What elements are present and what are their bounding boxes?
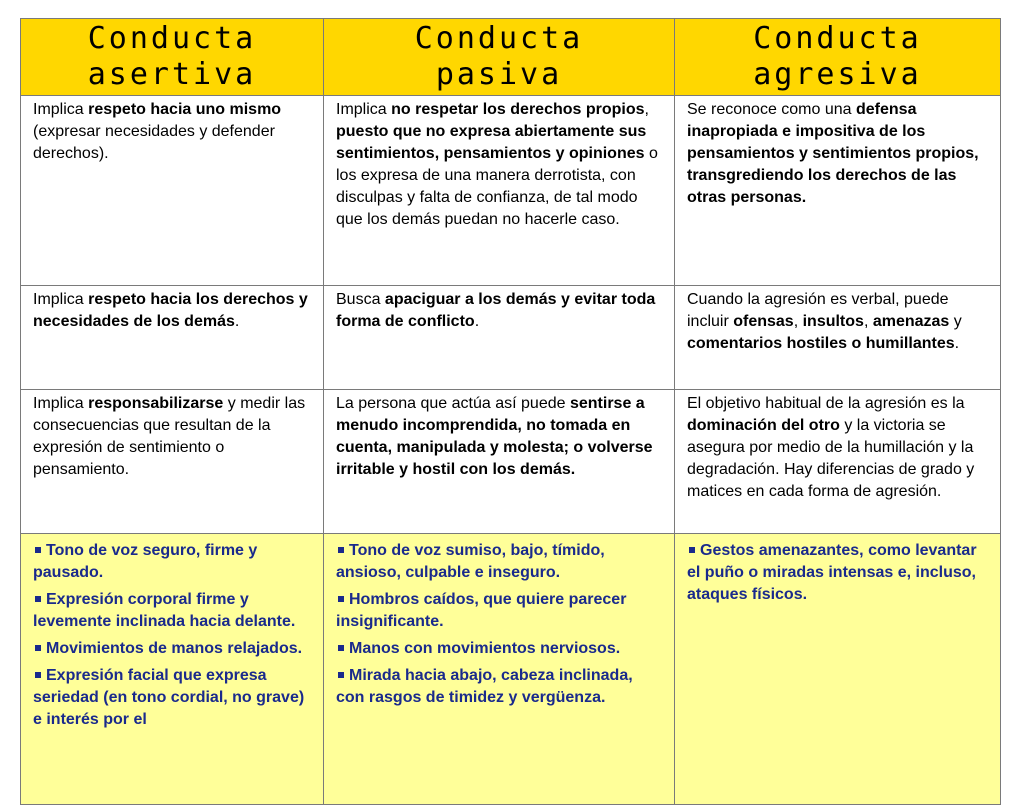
- square-bullet-icon: [35, 645, 41, 651]
- list-item: Manos con movimientos nerviosos.: [336, 638, 664, 660]
- table-row: [21, 96, 1001, 286]
- square-bullet-icon: [338, 645, 344, 651]
- list-item: Gestos amenazantes, como levantar el puño o miradas intensas e, incluso, ataques físicos.: [687, 542, 977, 603]
- bullet-list: [336, 540, 664, 709]
- header-row: [21, 19, 1001, 96]
- square-bullet-icon: [338, 596, 344, 602]
- header-line: Conducta: [87, 21, 257, 56]
- list-item: Hombros caídos, que quiere parecer insignificante.: [336, 591, 627, 630]
- cell-aggressive-defense: Se reconoce como una defensa inapropiada e impositiva de los pensamientos y sentimientos propios, transgrediendo los derechos de las otras personas.: [675, 96, 1001, 286]
- cell-aggressive-objective: El objetivo habitual de la agresión es la dominación del otro y la victoria se asegura por medio de la humillación y la degradación. Hay diferencias de grado y matices en cada forma de agresión.: [675, 390, 1001, 534]
- bullet-list: [687, 540, 990, 606]
- square-bullet-icon: [35, 672, 41, 678]
- cell-passive-feelings: La persona que actúa así puede sentirse a menudo incomprendida, no tomada en cuenta, manipulada y molesta; o volverse irritable y hostil con los demás.: [324, 390, 675, 534]
- list-item: Movimientos de manos relajados.: [33, 638, 313, 660]
- header-line: pasiva: [435, 57, 563, 92]
- header-line: agresiva: [753, 57, 922, 92]
- header-aggressive: [675, 19, 1001, 96]
- square-bullet-icon: [338, 672, 344, 678]
- cell-passive-body-language: [324, 534, 675, 805]
- cell-assertive-responsibility: Implica responsabilizarse y medir las consecuencias que resultan de la expresión de sentimiento o pensamiento.: [21, 390, 324, 534]
- cell-aggressive-verbal: Cuando la agresión es verbal, puede incluir ofensas, insultos, amenazas y comentarios hostiles o humillantes.: [675, 286, 1001, 390]
- cell-passive-rights: Implica no respetar los derechos propios, puesto que no expresa abiertamente sus sentimientos, pensamientos y opiniones o los expresa de una manera derrotista, con disculpas y falta de confianza, de tal modo que los demás puedan no hacerle caso.: [324, 96, 675, 286]
- header-line: asertiva: [87, 57, 257, 92]
- header-line: Conducta: [753, 21, 922, 56]
- cell-assertive-respect-self: Implica respeto hacia uno mismo (expresar necesidades y defender derechos).: [21, 96, 324, 286]
- cell-assertive-body-language: [21, 534, 324, 805]
- table-row: [21, 390, 1001, 534]
- cell-passive-appease: Busca apaciguar a los demás y evitar toda forma de conflicto.: [324, 286, 675, 390]
- list-item: Tono de voz seguro, firme y pausado.: [33, 542, 258, 581]
- list-item: Expresión corporal firme y levemente inclinada hacia delante.: [33, 591, 296, 630]
- list-item: Tono de voz sumiso, bajo, tímido, ansioso, culpable e inseguro.: [336, 542, 605, 581]
- table-row: [21, 286, 1001, 390]
- behavior-comparison-table: [20, 18, 1001, 805]
- square-bullet-icon: [689, 547, 695, 553]
- square-bullet-icon: [35, 596, 41, 602]
- bullet-list: [33, 540, 313, 731]
- cell-aggressive-body-language: [675, 534, 1001, 805]
- table-row-body-language: [21, 534, 1001, 805]
- list-item: Mirada hacia abajo, cabeza inclinada, con rasgos de timidez y vergüenza.: [336, 667, 633, 706]
- list-item: Expresión facial que expresa seriedad (en tono cordial, no grave) e interés por el: [33, 667, 305, 728]
- header-line: Conducta: [414, 21, 584, 56]
- header-assertive: [21, 19, 324, 96]
- header-passive: [324, 19, 675, 96]
- square-bullet-icon: [338, 547, 344, 553]
- square-bullet-icon: [35, 547, 41, 553]
- cell-assertive-respect-others: Implica respeto hacia los derechos y necesidades de los demás.: [21, 286, 324, 390]
